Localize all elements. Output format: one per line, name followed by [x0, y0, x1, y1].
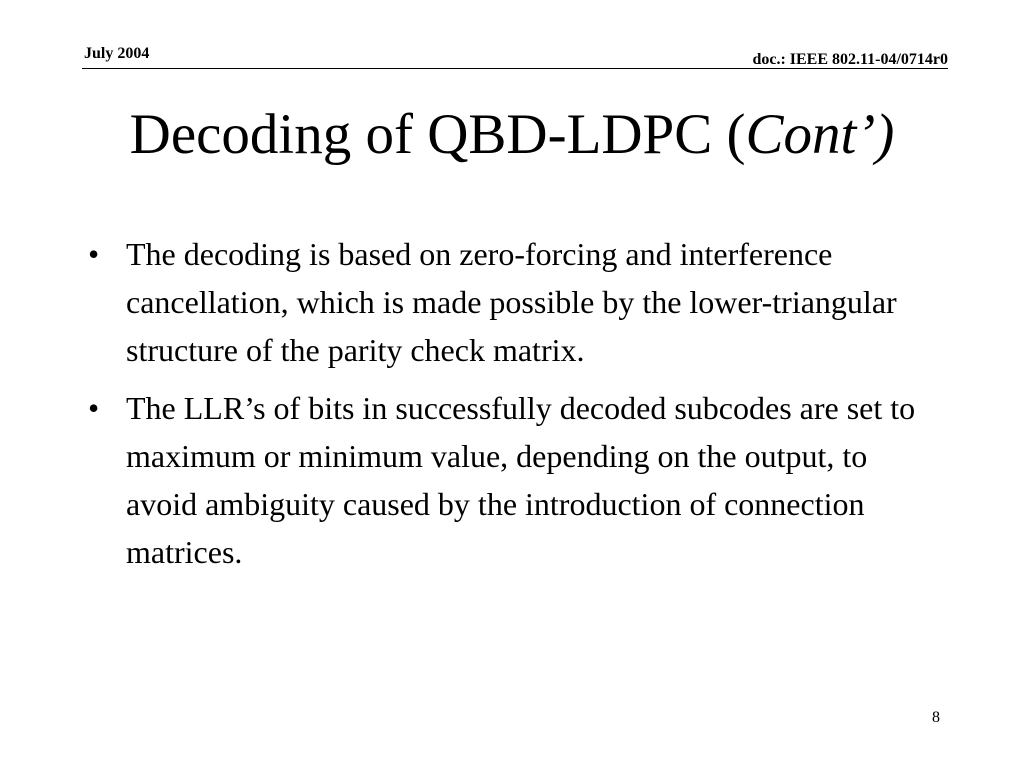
bullet-marker: • [88, 236, 100, 272]
bullet-item [82, 384, 942, 576]
slide-title-italic: Cont’) [745, 103, 895, 166]
bullet-list [82, 230, 942, 586]
header-date: July 2004 [84, 45, 150, 62]
bullet-item [82, 230, 942, 374]
slide-title-main: Decoding of QBD-LDPC ( [129, 103, 746, 166]
bullet-marker: • [88, 390, 100, 426]
slide-title [0, 100, 1024, 170]
header-document-id: doc.: IEEE 802.11-04/0714r0 [752, 51, 948, 68]
page-number: 8 [932, 709, 940, 726]
header-divider [82, 68, 948, 69]
bullet-text: The decoding is based on zero-forcing and interference cancellation, which is made possible by the lower-triangular structure of the parity check matrix. [126, 236, 897, 368]
bullet-text: The LLR’s of bits in successfully decoded subcodes are set to maximum or minimum value, depending on the output, to avoid ambiguity caused by the introduction of connection matrices. [126, 390, 916, 570]
